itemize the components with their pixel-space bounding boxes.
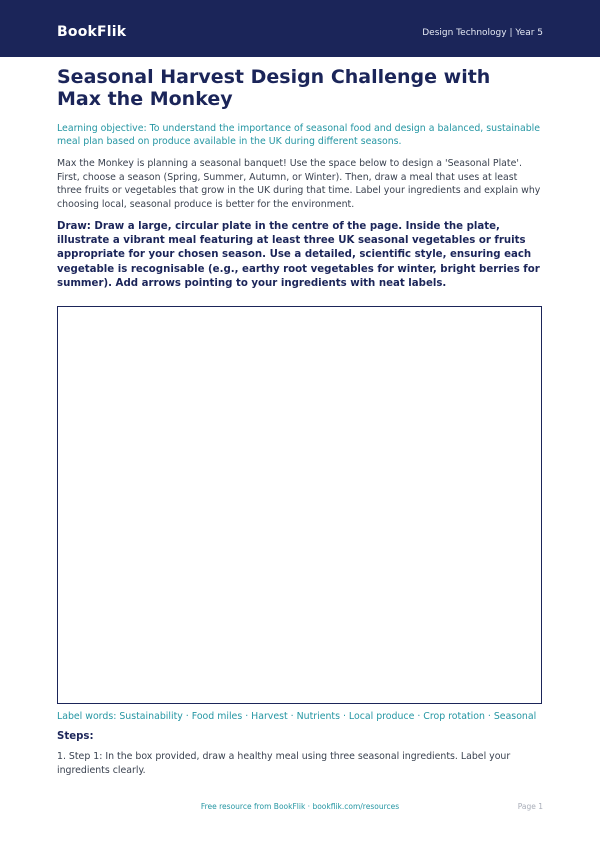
subject-label: Design Technology | Year 5 <box>422 28 543 38</box>
page-title: Seasonal Harvest Design Challenge with Max the Monkey <box>57 66 491 110</box>
drawing-box[interactable] <box>57 306 542 704</box>
draw-instruction: Draw: Draw a large, circular plate in the centre of the page. Inside the plate, illustrate a vibrant meal featuring at least three UK seasonal vegetables or fruits appropriate for your chosen season. Use a detailed, scientific style, ensuring each vegetable is recognisable (e.g., earthy root vegetables for winter, bright berries for summer). Add arrows pointing to your ingredients with neat labels. <box>57 221 540 289</box>
steps-heading: Steps: <box>57 731 94 742</box>
footer-credit[interactable]: Free resource from BookFlik · bookflik.com/resources <box>200 802 400 811</box>
page-number: Page 1 <box>517 802 543 811</box>
intro-paragraph: Max the Monkey is planning a seasonal banquet! Use the space below to design a 'Seasonal Plate'. First, choose a season (Spring, Summer, Autumn, or Winter). Then, draw a meal that uses at least three fruits or vegetables that grow in the UK during that time. Label your ingredients and explain why choosing local, seasonal produce is better for the environment. <box>57 158 541 210</box>
brand-logo[interactable]: BookFlik <box>57 24 127 40</box>
learning-objective: Learning objective: To understand the importance of seasonal food and design a balanced, sustainable meal plan based on produce available in the UK during different seasons. <box>57 123 541 147</box>
label-words: Label words: Sustainability · Food miles · Harvest · Nutrients · Local produce · Crop rotation · Seasonal <box>57 711 537 722</box>
header-bar <box>0 0 600 57</box>
step-item: 1. Step 1: In the box provided, draw a healthy meal using three seasonal ingredients. Label your ingredients clearly. <box>57 751 511 776</box>
